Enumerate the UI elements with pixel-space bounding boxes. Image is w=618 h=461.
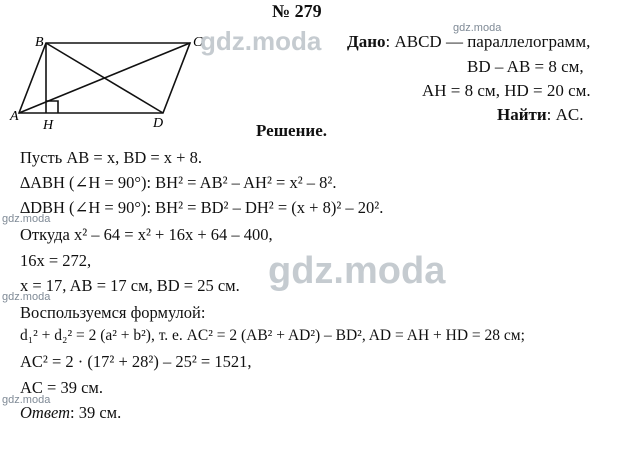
vertex-label-d: D xyxy=(153,116,164,131)
find-line xyxy=(497,105,584,125)
solution-line: x = 17, AB = 17 см, BD = 25 см. xyxy=(20,276,240,295)
solution-line: AC² = 2 · (17² + 28²) – 25² = 1521, xyxy=(20,352,252,371)
point-label-h: H xyxy=(43,118,54,133)
watermark-diagram: gdz.moda xyxy=(200,26,322,56)
find-text: : AC. xyxy=(546,105,584,124)
problem-number: № 279 xyxy=(272,1,322,21)
solution-line: ∆ABH (∠H = 90°): BH² = AB² – AH² = x² – 8². xyxy=(20,173,337,192)
solution-line: 16x = 272, xyxy=(20,251,92,270)
right-angle-mark xyxy=(46,101,58,113)
answer-text: : 39 см. xyxy=(70,403,122,422)
vertex-label-c: C xyxy=(193,35,203,50)
vertex-label-b: B xyxy=(35,35,44,50)
solution-line: d₁² + d₂² = 2 (a² + b²), т. е. AC² = 2 (AB² + AD²) – BD², AD = AH + HD = 28 см; xyxy=(20,327,525,344)
solution-line: ∆DBH (∠H = 90°): BH² = BD² – DH² = (x + 8)² – 20². xyxy=(20,198,384,217)
vertex-label-a: A xyxy=(10,109,19,124)
solution-line: Пусть AB = x, BD = x + 8. xyxy=(20,148,202,167)
given-line-3: AH = 8 см, HD = 20 см. xyxy=(422,81,591,100)
answer-line xyxy=(20,403,121,423)
solution-line: Воспользуемся формулой: xyxy=(20,303,206,322)
watermark-left-2: gdz.moda xyxy=(2,291,51,303)
given-label: Дано xyxy=(347,32,386,51)
solution-line: Откуда x² – 64 = x² + 16x + 64 – 400, xyxy=(20,225,273,244)
solution-line: AC = 39 см. xyxy=(20,378,103,397)
watermark-left-1: gdz.moda xyxy=(2,213,51,225)
watermark-center: gdz.moda xyxy=(268,250,446,292)
watermark-left-3: gdz.moda xyxy=(2,394,51,406)
find-label: Найти xyxy=(497,105,547,124)
diagonal-ac xyxy=(19,43,190,113)
given-text: : ABCD — параллелограмм, xyxy=(385,32,591,51)
given-line-2: BD – AB = 8 см, xyxy=(467,57,584,76)
answer-label: Ответ xyxy=(20,403,71,422)
solution-title: Решение. xyxy=(256,121,327,140)
watermark-top: gdz.moda xyxy=(453,22,502,34)
given-line-1 xyxy=(347,32,590,52)
